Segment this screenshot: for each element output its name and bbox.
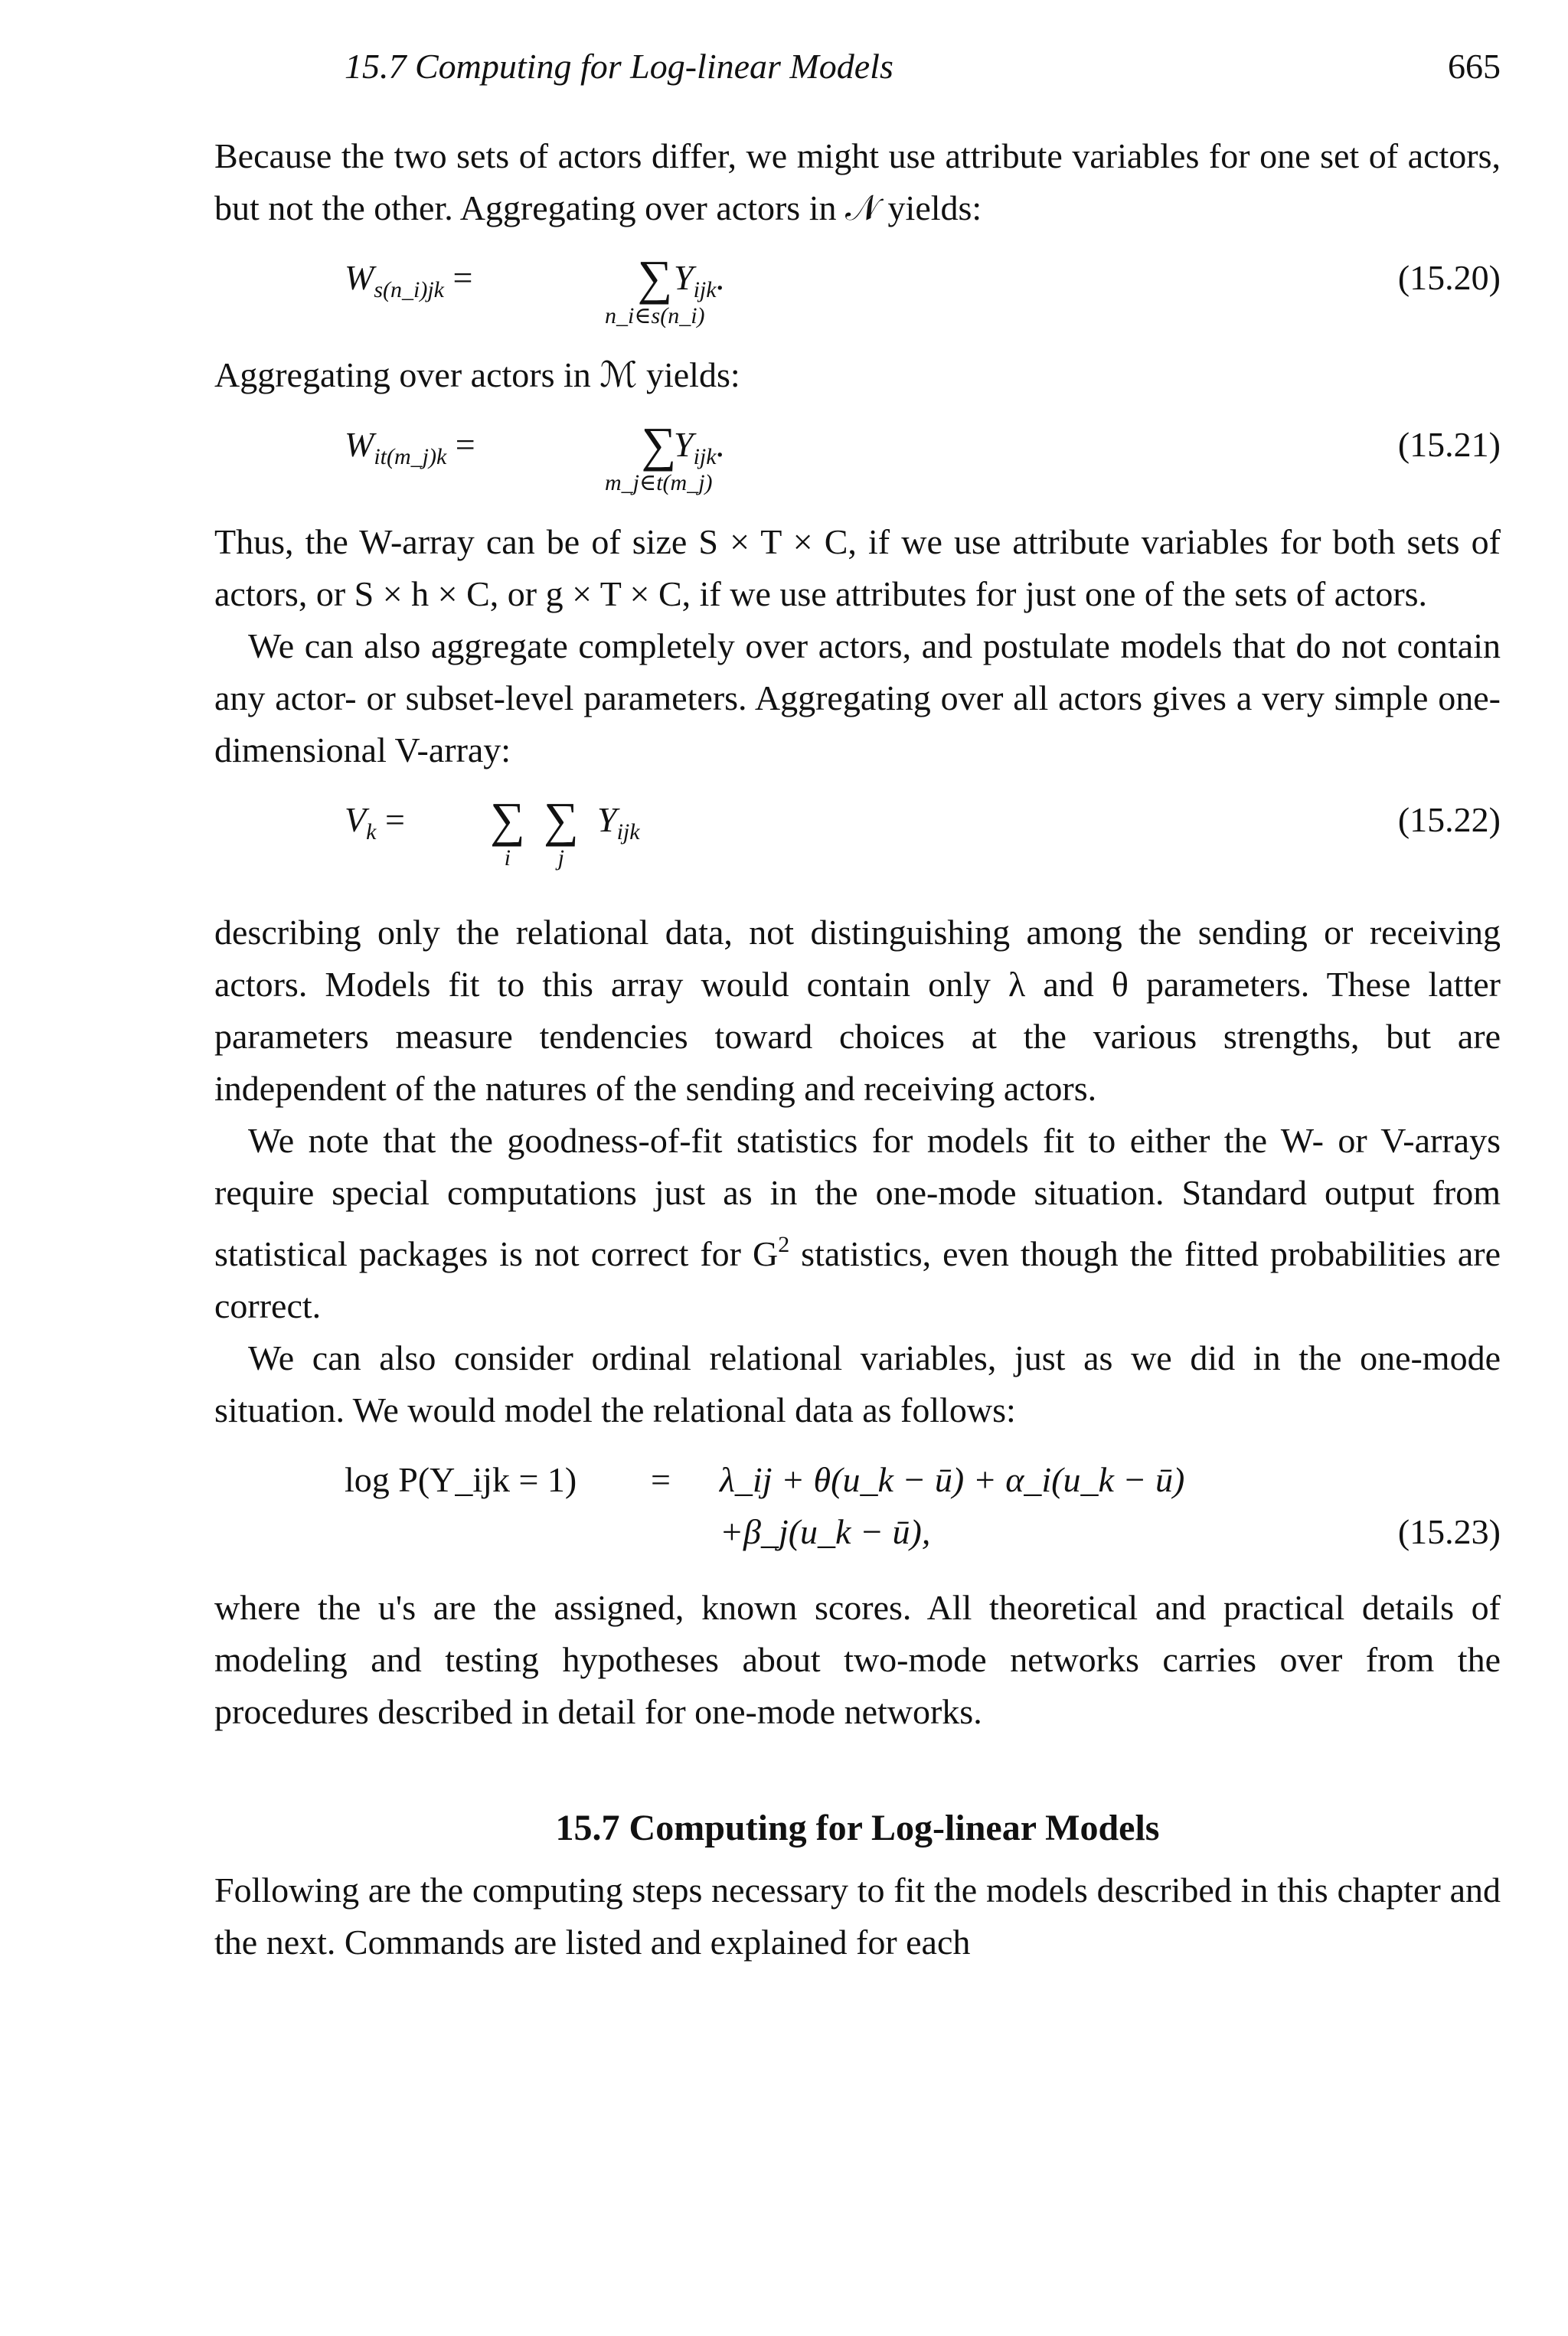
paragraph: We can also consider ordinal relational variables, just as we did in the one-mode situation. We would model the relational data as follows:	[214, 1338, 1501, 1429]
summation-i: ∑ i	[490, 792, 525, 871]
equation-lhs: $V_k$ =	[345, 800, 405, 845]
equation-lhs: $W_{it(m\_j)k}$ =	[345, 425, 475, 469]
equation-rhs: $Y_{ijk}$	[597, 800, 640, 845]
running-header	[214, 46, 1501, 100]
page-body	[214, 130, 1501, 1968]
page-number: 665	[1448, 47, 1501, 86]
equation-lhs: log P(Y_ijk = 1)	[345, 1460, 577, 1499]
equation-rhs: $Y_{ijk}$.	[674, 258, 726, 302]
equation-number: (15.21)	[1397, 425, 1501, 464]
running-title: 15.7 Computing for Log-linear Models	[345, 47, 893, 86]
paragraph: describing only the relational data, not distinguishing among the sending or receiving actors. Models fit to this array would contain only λ and θ parameters. These latter parameters measure tendencies toward choices at the various strengths, but are independent of the natures of the sending and receiving actors.	[214, 913, 1501, 1108]
summation: ∑ m_j∈t(m_j)	[605, 417, 713, 495]
summation-j: ∑ j	[544, 792, 579, 871]
equation-rhs-line1: λ_ij + θ(u_k − ū) + α_i(u_k − ū)	[720, 1460, 1185, 1499]
paragraph: We note that the goodness-of-fit statistics for models fit to either the W- or V-arrays require special computations just as in the one-mode situation. Standard output from statistical packages is not correct for $G^2$ statistics, even though the fitted probabilities are correct.	[214, 1121, 1501, 1325]
paragraph: Because the two sets of actors differ, we might use attribute variables for one set of actors, but not the other. Aggregating over actors in 𝒩 yields:	[214, 136, 1501, 227]
equation-15-20	[214, 250, 1501, 334]
paragraph: Aggregating over actors in ℳ yields:	[214, 355, 740, 394]
equation-number: (15.23)	[1397, 1512, 1501, 1551]
equation-15-22	[214, 792, 1501, 884]
paragraph: where the u's are the assigned, known scores. All theoretical and practical details of modeling and testing hypotheses about two-mode networks carries over from the procedures described in detail for one-mode networks.	[214, 1588, 1501, 1731]
equation-number: (15.20)	[1397, 258, 1501, 297]
equation-15-23	[214, 1459, 1501, 1567]
equation-equals: =	[651, 1460, 671, 1499]
equation-number: (15.22)	[1397, 800, 1501, 839]
equation-lhs: $W_{s(n\_i)jk}$ =	[345, 258, 473, 302]
equation-rhs-line2: +β_j(u_k − ū),	[720, 1512, 931, 1551]
equation-rhs: $Y_{ijk}$.	[674, 425, 726, 469]
paragraph: Thus, the W-array can be of size S × T × C, if we use attribute variables for both sets of actors, or S × h × C, or g × T × C, if we use attributes for just one of the sets of actors.	[214, 522, 1501, 613]
paragraph: We can also aggregate completely over actors, and postulate models that do not contain any actor- or subset-level parameters. Aggregating over all actors gives a very simple one-dimensional V-array:	[214, 626, 1501, 769]
paragraph: Following are the computing steps necessary to fit the models described in this chapter and the next. Commands are listed and explained for each	[214, 1870, 1501, 1962]
summation: ∑ n_i∈s(n_i)	[605, 250, 705, 328]
equation-15-21	[214, 417, 1501, 501]
section-heading: 15.7 Computing for Log-linear Models	[555, 1808, 1160, 1848]
